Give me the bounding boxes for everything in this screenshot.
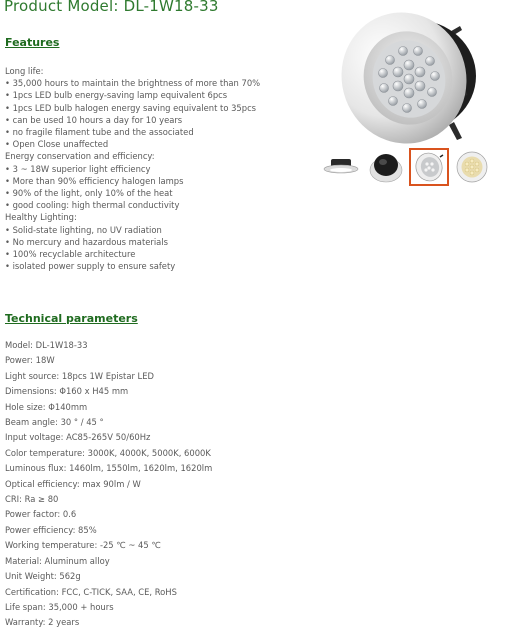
list-item: • 100% recyclable architecture — [5, 249, 136, 260]
thumbnail-front[interactable] — [452, 148, 492, 186]
thumbnail-angled[interactable] — [409, 148, 449, 186]
downlight-side-view-icon — [323, 157, 361, 177]
list-item: Hole size: Φ140mm — [5, 401, 88, 412]
downlight-front-view-icon — [455, 150, 489, 184]
list-item: • good cooling: high thermal conductivity — [5, 200, 180, 211]
list-item: • No mercury and hazardous materials — [5, 236, 168, 247]
list-item: • 90% of the light, only 10% of the heat — [5, 188, 173, 199]
list-item: • Solid-state lighting, no UV radiation — [5, 224, 162, 235]
list-item: • no fragile filament tube and the associated — [5, 127, 194, 138]
features-heading: Features — [5, 36, 60, 49]
list-item: • 1pcs LED bulb energy-saving lamp equivalent 6pcs — [5, 90, 228, 101]
list-item: Life span: 35,000 + hours — [5, 601, 114, 612]
thumbnail-side[interactable] — [322, 148, 362, 186]
list-item: • Open Close unaffected — [5, 139, 109, 150]
list-item: Luminous flux: 1460lm, 1550lm, 1620lm, 1620lm — [5, 463, 213, 474]
list-item: • 3 ~ 18W superior light efficiency — [5, 163, 151, 174]
list-item: Model: DL-1W18-33 — [5, 340, 88, 350]
list-item: CRI: Ra ≥ 80 — [5, 494, 59, 505]
list-item: Optical efficiency: max 90lm / W — [5, 478, 141, 489]
list-item: • can be used 10 hours a day for 10 years — [5, 114, 183, 125]
list-item: Power efficiency: 85% — [5, 524, 97, 535]
list-item: • 1pcs LED bulb halogen energy saving equivalent to 35pcs — [5, 102, 257, 113]
list-item: Working temperature: -25 ℃ ~ 45 ℃ — [5, 540, 161, 551]
list-item: Warranty: 2 years — [5, 617, 80, 628]
technical-heading: Technical parameters — [5, 312, 138, 325]
list-item: Power: 18W — [5, 355, 55, 366]
list-item: Dimensions: Φ160 x H45 mm — [5, 386, 129, 397]
list-item: Energy conservation and efficiency: — [5, 151, 155, 162]
thumbnail-back[interactable] — [366, 148, 406, 186]
downlight-angled-view-icon — [413, 151, 445, 183]
led-downlight-photo — [328, 6, 488, 148]
features-list — [5, 65, 260, 272]
downlight-back-view-icon — [368, 150, 404, 184]
list-item: Power factor: 0.6 — [5, 509, 77, 520]
list-item: • More than 90% efficiency halogen lamps — [5, 175, 184, 186]
product-thumbnails — [322, 148, 502, 190]
list-item: Certification: FCC, C-TICK, SAA, CE, RoHS — [5, 586, 177, 597]
list-item: Material: Aluminum alloy — [5, 555, 110, 566]
list-item: Color temperature: 3000K, 4000K, 5000K, 6000K — [5, 447, 211, 458]
list-item: • 35,000 hours to maintain the brightness of more than 70% — [5, 78, 261, 89]
list-item: Input voltage: AC85-265V 50/60Hz — [5, 432, 151, 443]
technical-list — [5, 338, 212, 631]
list-item: Unit Weight: 562g — [5, 571, 81, 582]
product-title: Product Model: DL-1W18-33 — [4, 0, 219, 15]
list-item: Beam angle: 30 ° / 45 ° — [5, 417, 104, 428]
list-item: Healthy Lighting: — [5, 212, 77, 223]
list-item: Light source: 18pcs 1W Epistar LED — [5, 370, 154, 381]
list-item: Long life: — [5, 66, 44, 76]
list-item: • isolated power supply to ensure safety — [5, 261, 176, 272]
